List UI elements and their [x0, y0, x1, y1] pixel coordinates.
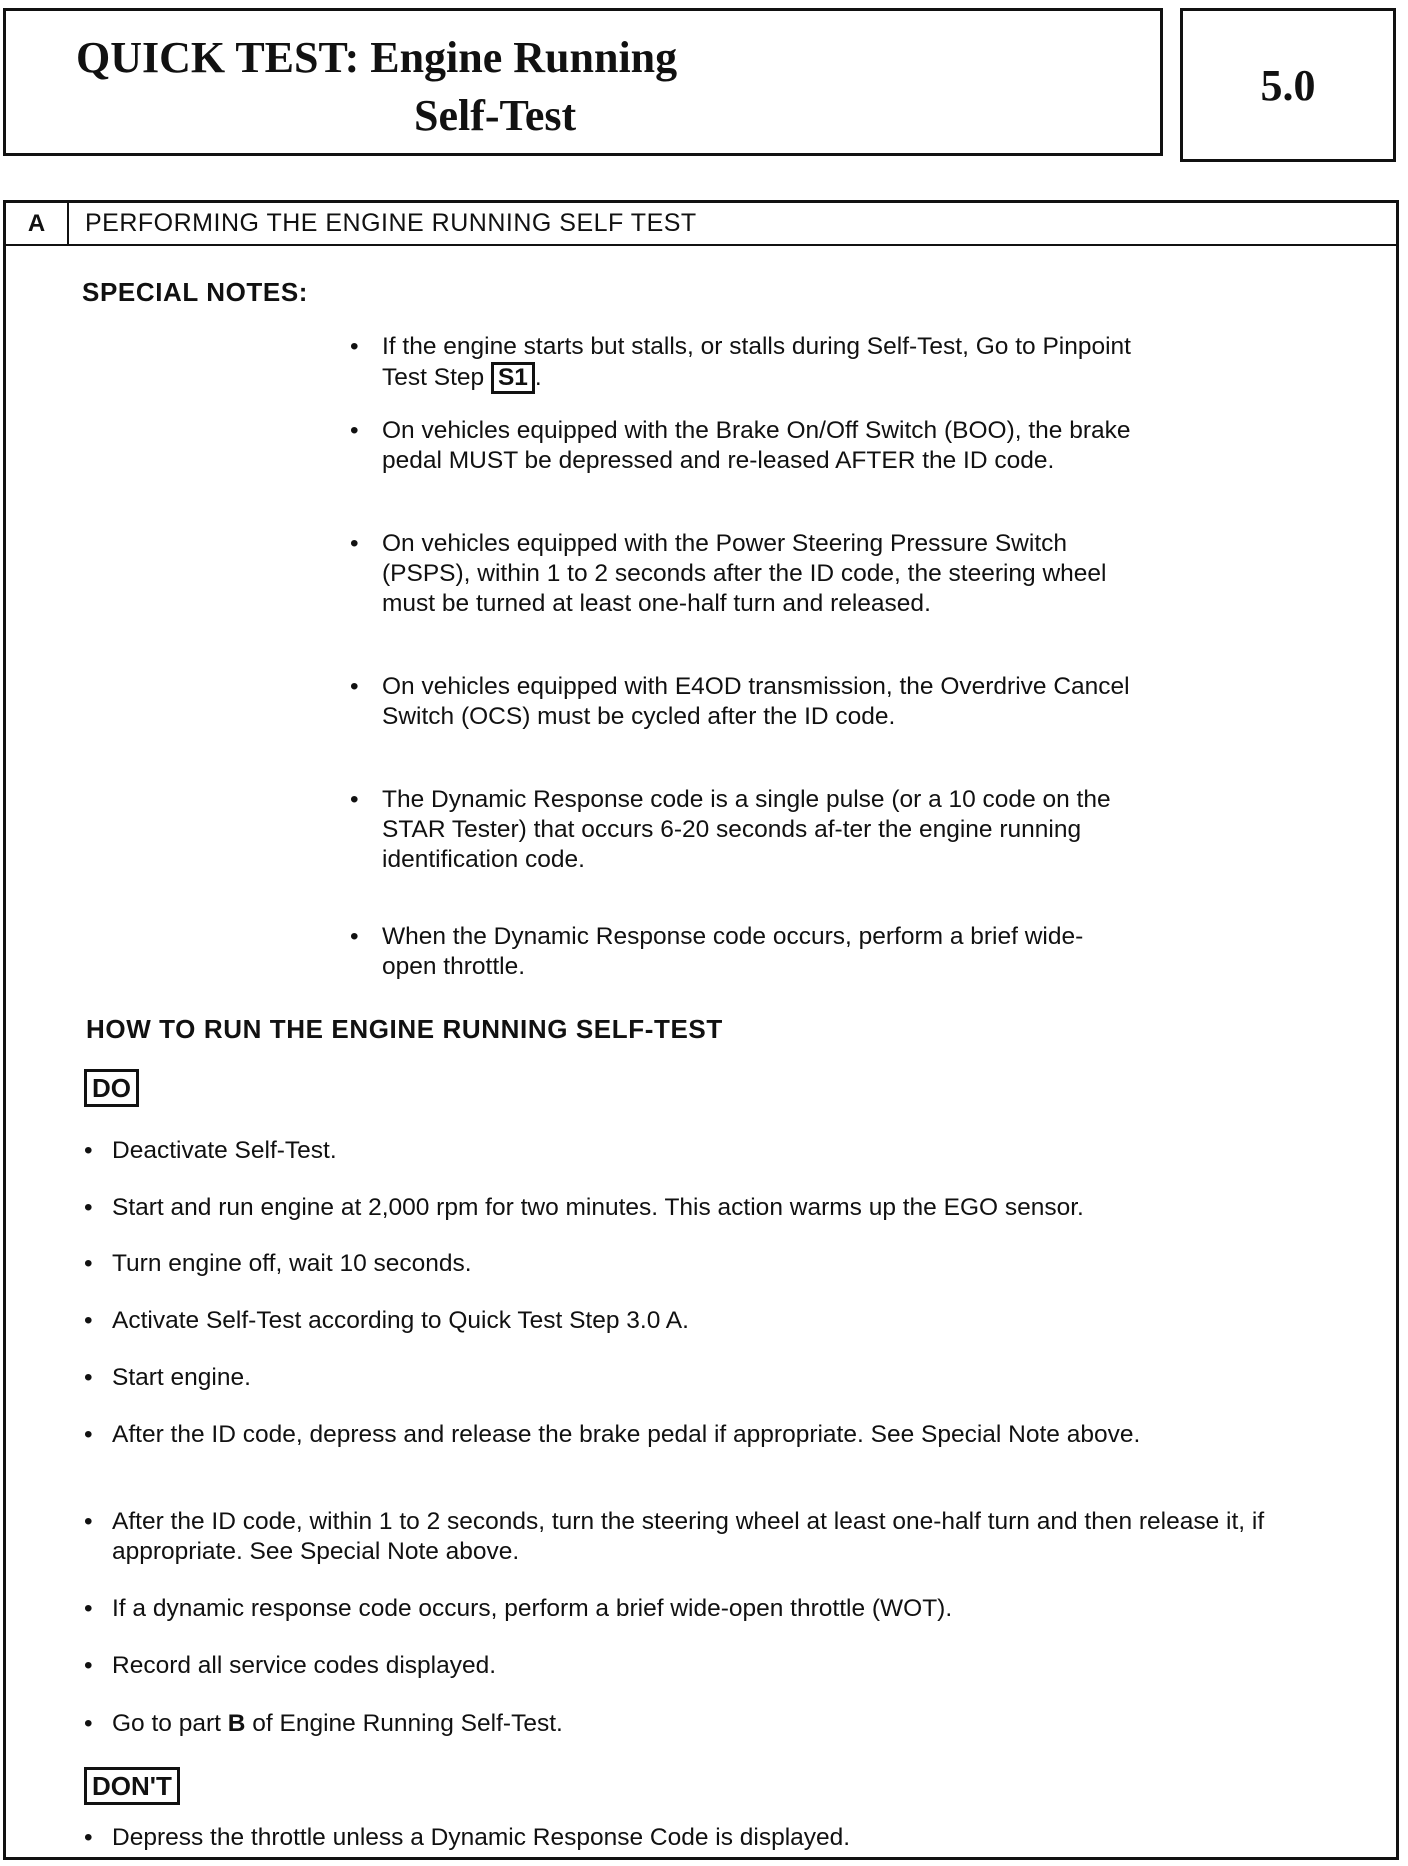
- do-item: • Turn engine off, wait 10 seconds.: [82, 1249, 1342, 1279]
- dont-label: DON'T: [84, 1767, 180, 1805]
- special-note-4: • On vehicles equipped with E4OD transmission, the Overdrive Cancel Switch (OCS) must be cycled after the ID code.: [346, 672, 1136, 732]
- do-item: • After the ID code, depress and release the brake pedal if appropriate. See Special Note above.: [82, 1420, 1342, 1450]
- step-title: PERFORMING THE ENGINE RUNNING SELF TEST: [85, 209, 697, 237]
- special-note-3: • On vehicles equipped with the Power Steering Pressure Switch (PSPS), within 1 to 2 seconds after the ID code, the steering wheel must be turned at least one-half turn and released.: [346, 529, 1136, 619]
- do-item: • Activate Self-Test according to Quick Test Step 3.0 A.: [82, 1306, 1342, 1336]
- go-to-part-text: Go to part: [112, 1710, 221, 1737]
- section-number: 5.0: [1180, 8, 1396, 162]
- special-note-6: • When the Dynamic Response code occurs, perform a brief wide-open throttle.: [346, 922, 1136, 982]
- dont-item: • Depress the throttle unless a Dynamic Response Code is displayed.: [82, 1823, 1342, 1853]
- go-to-part-rest: of Engine Running Self-Test.: [252, 1710, 563, 1737]
- step-header: [6, 203, 1396, 246]
- do-item: • If a dynamic response code occurs, perform a brief wide-open throttle (WOT).: [82, 1594, 1342, 1624]
- do-label: DO: [84, 1069, 139, 1107]
- do-item: • Start and run engine at 2,000 rpm for two minutes. This action warms up the EGO sensor.: [82, 1193, 1342, 1223]
- do-item: • Record all service codes displayed.: [82, 1651, 1342, 1681]
- note-1-text: If the engine starts but stalls, or stalls during Self-Test, Go to Pinpoint Test Step: [382, 333, 1131, 391]
- note-1-end: .: [534, 364, 542, 391]
- title-box: [3, 8, 1163, 156]
- do-item: • After the ID code, within 1 to 2 seconds, turn the steering wheel at least one-half turn and then release it, if appropriate. See Special Note above.: [82, 1507, 1342, 1567]
- do-item-go-to-part-b: [82, 1709, 1342, 1739]
- special-notes-heading: SPECIAL NOTES:: [82, 277, 309, 307]
- title-line-1: QUICK TEST: Engine Running: [76, 33, 678, 82]
- part-b-label: B: [227, 1710, 246, 1737]
- special-note-5: • The Dynamic Response code is a single pulse (or a 10 code on the STAR Tester) that occurs 6-20 seconds af-ter the engine running identification code.: [346, 785, 1136, 875]
- do-item: • Start engine.: [82, 1363, 1342, 1393]
- do-item: • Deactivate Self-Test.: [82, 1136, 1342, 1166]
- title-line-2: Self-Test: [414, 91, 577, 140]
- step-panel: [3, 200, 1399, 1860]
- special-note-1: [346, 332, 1136, 394]
- pinpoint-step-link[interactable]: S1: [491, 362, 535, 394]
- step-letter: A: [6, 203, 69, 244]
- how-to-heading: HOW TO RUN THE ENGINE RUNNING SELF-TEST: [86, 1014, 723, 1044]
- special-note-2: • On vehicles equipped with the Brake On/Off Switch (BOO), the brake pedal MUST be depressed and re-leased AFTER the ID code.: [346, 416, 1136, 476]
